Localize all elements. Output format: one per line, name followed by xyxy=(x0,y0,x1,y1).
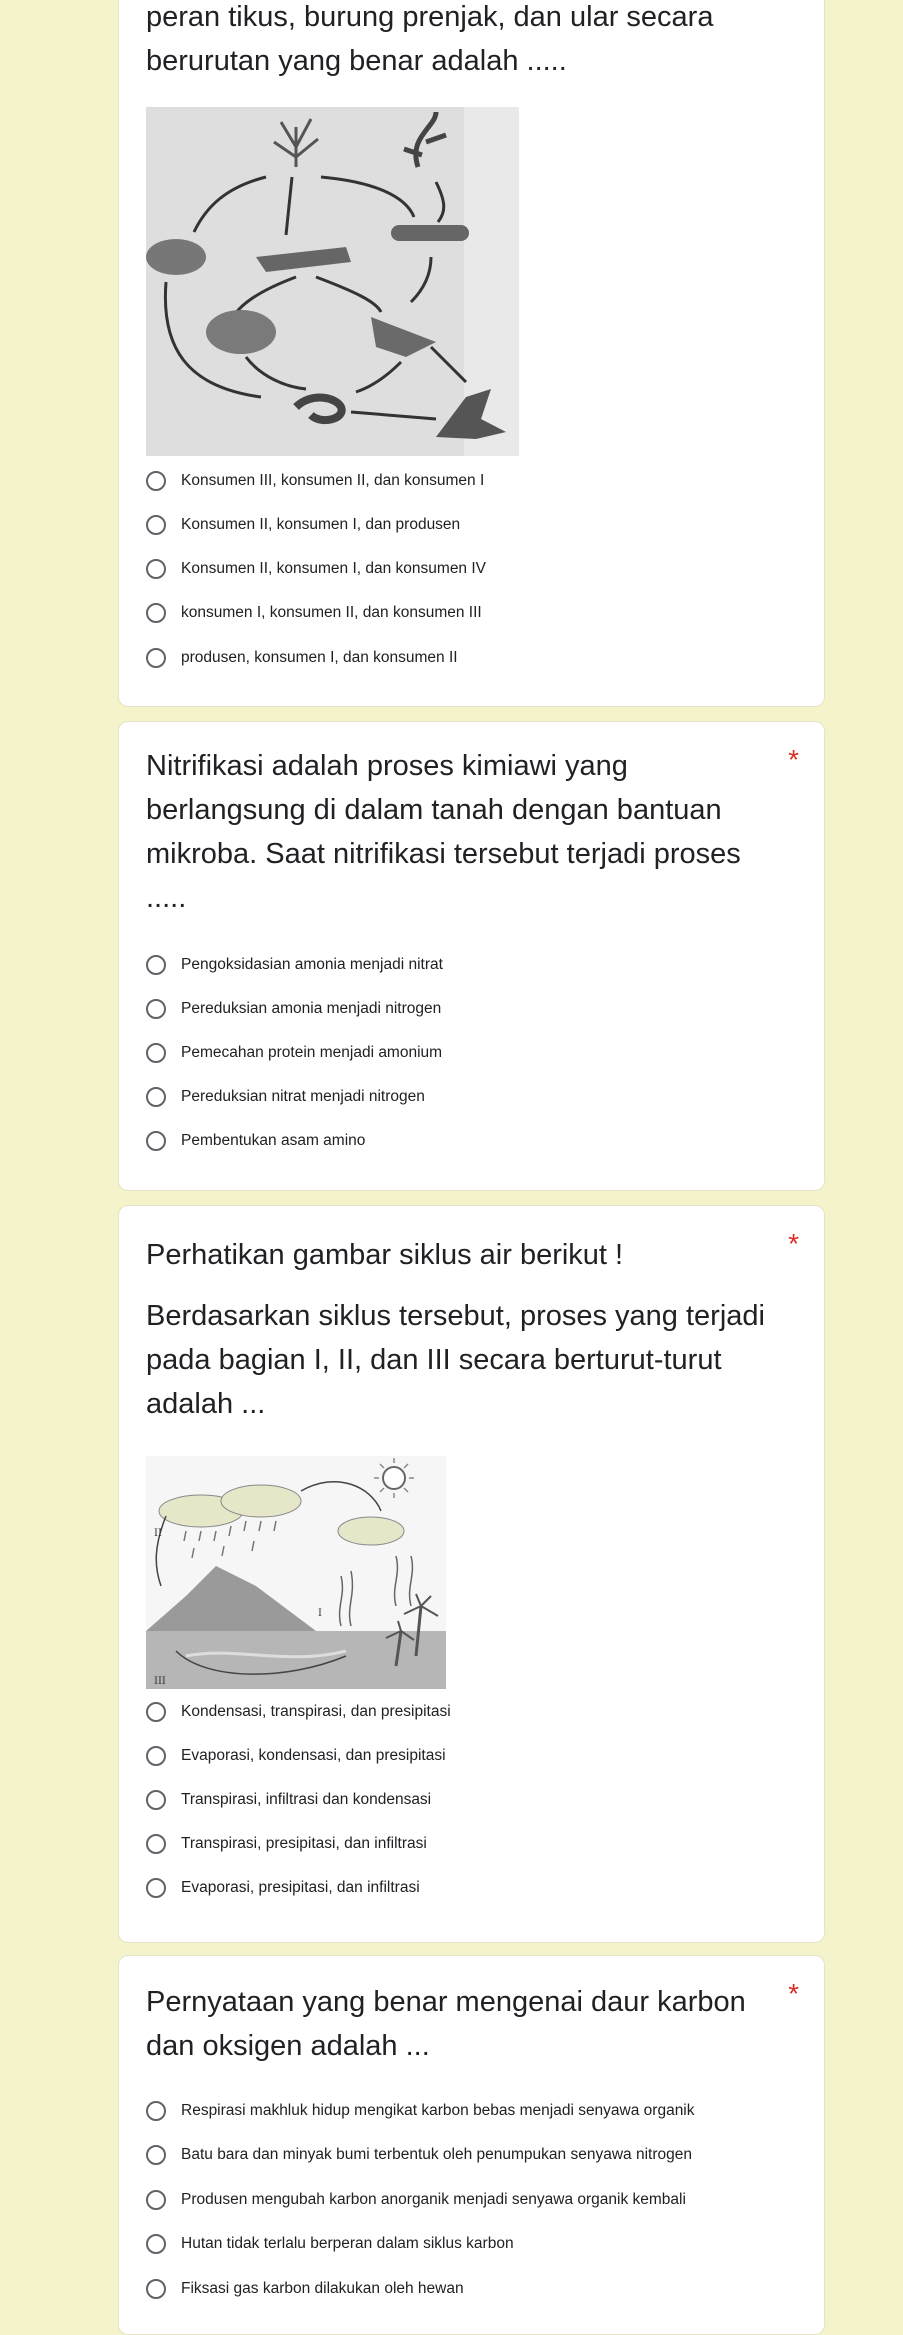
option-label: Fiksasi gas karbon dilakukan oleh hewan xyxy=(181,2280,464,2297)
option-label: Konsumen II, konsumen I, dan produsen xyxy=(181,516,461,533)
option-radio[interactable] xyxy=(146,510,460,540)
question-text: peran tikus, burung prenjak, dan ular secara berurutan yang benar adalah ..... xyxy=(146,1,714,77)
radio-circle-icon[interactable] xyxy=(146,2101,166,2121)
option-label: Pembentukan asam amino xyxy=(181,1132,366,1149)
option-radio[interactable] xyxy=(146,2185,686,2215)
option-radio[interactable] xyxy=(146,1873,420,1903)
option-label: Transpirasi, presipitasi, dan infiltrasi xyxy=(181,1835,427,1852)
option-label: Pereduksian amonia menjadi nitrogen xyxy=(181,1000,442,1017)
option-label: Hutan tidak terlalu berperan dalam siklus karbon xyxy=(181,2235,514,2252)
question-card-food-web xyxy=(118,0,825,707)
option-label: Pemecahan protein menjadi amonium xyxy=(181,1044,443,1061)
option-label: Pereduksian nitrat menjadi nitrogen xyxy=(181,1088,425,1105)
option-label: Pengoksidasian amonia menjadi nitrat xyxy=(181,956,443,973)
option-radio[interactable] xyxy=(146,643,458,673)
option-radio[interactable] xyxy=(146,2274,464,2304)
option-label: Produsen mengubah karbon anorganik menjadi senyawa organik kembali xyxy=(181,2191,686,2208)
radio-circle-icon[interactable] xyxy=(146,1834,166,1854)
figure-label-ii: II xyxy=(154,1528,162,1539)
option-radio[interactable] xyxy=(146,2096,695,2126)
radio-circle-icon[interactable] xyxy=(146,1131,166,1151)
radio-circle-icon[interactable] xyxy=(146,955,166,975)
option-radio[interactable] xyxy=(146,598,482,628)
radio-circle-icon[interactable] xyxy=(146,999,166,1019)
option-label: Konsumen II, konsumen I, dan konsumen IV xyxy=(181,560,487,577)
radio-circle-icon[interactable] xyxy=(146,2279,166,2299)
option-radio[interactable] xyxy=(146,554,486,584)
option-radio[interactable] xyxy=(146,2229,514,2259)
option-radio[interactable] xyxy=(146,2140,692,2170)
radio-circle-icon[interactable] xyxy=(146,1790,166,1810)
radio-circle-icon[interactable] xyxy=(146,2234,166,2254)
required-asterisk: * xyxy=(788,744,799,775)
radio-circle-icon[interactable] xyxy=(146,1087,166,1107)
required-asterisk: * xyxy=(788,1228,799,1259)
radio-circle-icon[interactable] xyxy=(146,2145,166,2165)
option-radio[interactable] xyxy=(146,1741,446,1771)
radio-circle-icon[interactable] xyxy=(146,559,166,579)
radio-circle-icon[interactable] xyxy=(146,648,166,668)
option-radio[interactable] xyxy=(146,1082,425,1112)
question-card-carbon-cycle xyxy=(118,1955,825,2335)
figure-label-i: I xyxy=(318,1608,322,1619)
question-text: Nitrifikasi adalah proses kimiawi yang berlangsung di dalam tanah dengan bantuan mikroba. Saat nitrifikasi tersebut terjadi proses ..... xyxy=(146,750,741,914)
radio-circle-icon[interactable] xyxy=(146,1043,166,1063)
option-label: produsen, konsumen I, dan konsumen II xyxy=(181,649,458,666)
option-radio[interactable] xyxy=(146,950,443,980)
radio-circle-icon[interactable] xyxy=(146,515,166,535)
food-web-image xyxy=(146,107,519,456)
option-label: Evaporasi, presipitasi, dan infiltrasi xyxy=(181,1879,420,1896)
question-text: Perhatikan gambar siklus air berikut ! xyxy=(146,1239,624,1271)
option-radio[interactable] xyxy=(146,1697,451,1727)
water-cycle-image xyxy=(146,1456,446,1689)
radio-circle-icon[interactable] xyxy=(146,1702,166,1722)
option-radio[interactable] xyxy=(146,1126,365,1156)
option-radio[interactable] xyxy=(146,1829,427,1859)
radio-circle-icon[interactable] xyxy=(146,603,166,623)
option-label: Kondensasi, transpirasi, dan presipitasi xyxy=(181,1703,451,1720)
option-label: Konsumen III, konsumen II, dan konsumen I xyxy=(181,472,485,489)
option-radio[interactable] xyxy=(146,466,484,496)
question-subtext: Berdasarkan siklus tersebut, proses yang terjadi pada bagian I, II, dan III secara berturut-turut adalah ... xyxy=(146,1300,765,1420)
option-label: Evaporasi, kondensasi, dan presipitasi xyxy=(181,1747,446,1764)
option-label: Batu bara dan minyak bumi terbentuk oleh penumpukan senyawa nitrogen xyxy=(181,2146,692,2163)
radio-circle-icon[interactable] xyxy=(146,471,166,491)
required-asterisk: * xyxy=(788,1978,799,2009)
radio-circle-icon[interactable] xyxy=(146,1878,166,1898)
option-radio[interactable] xyxy=(146,994,441,1024)
question-card-water-cycle xyxy=(118,1205,825,1943)
option-label: konsumen I, konsumen II, dan konsumen III xyxy=(181,604,482,621)
figure-label-iii: III xyxy=(154,1676,166,1687)
option-label: Transpirasi, infiltrasi dan kondensasi xyxy=(181,1791,432,1808)
option-radio[interactable] xyxy=(146,1038,442,1068)
question-text: Pernyataan yang benar mengenai daur karbon dan oksigen adalah ... xyxy=(146,1986,746,2062)
radio-circle-icon[interactable] xyxy=(146,1746,166,1766)
question-card-nitrification xyxy=(118,721,825,1191)
option-label: Respirasi makhluk hidup mengikat karbon bebas menjadi senyawa organik xyxy=(181,2102,695,2119)
option-radio[interactable] xyxy=(146,1785,431,1815)
radio-circle-icon[interactable] xyxy=(146,2190,166,2210)
